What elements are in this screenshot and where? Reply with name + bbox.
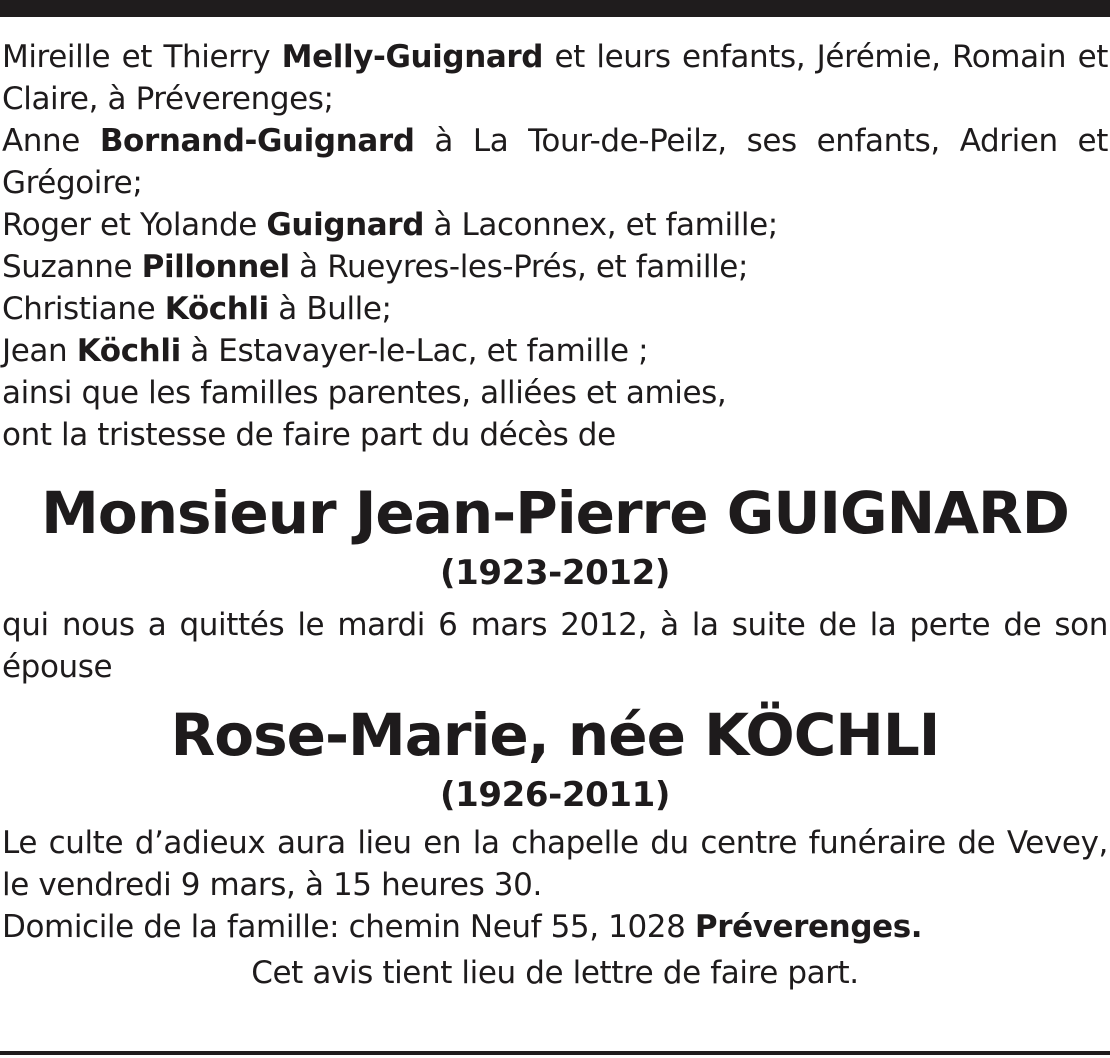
family-surname: Melly-Guignard <box>281 39 544 75</box>
family-entry-4 <box>2 246 1108 288</box>
passing-text: qui nous a quittés le mardi 6 mars 2012, à la suite de la perte de son épouse <box>2 607 1108 685</box>
family-details: à Estavayer-le-Lac, et famille ; <box>180 333 649 369</box>
family-entry-1 <box>2 36 1108 120</box>
top-rule <box>0 0 1110 17</box>
announcement-line: ont la tristesse de faire part du décès de <box>2 417 616 453</box>
family-details: à Bulle; <box>268 291 392 327</box>
family-entry-6 <box>2 330 1108 372</box>
family-surname: Bornand-Guignard <box>99 123 415 159</box>
family-details: à La Tour-de-Peilz, ses enfants, Adrien et Grégoire; <box>2 123 1108 201</box>
family-entry-5 <box>2 288 1108 330</box>
family-details: et leurs enfants, Jérémie, Romain et Claire, à Préverenges; <box>2 39 1108 117</box>
family-surname: Köchli <box>164 291 269 327</box>
relatives-line: ainsi que les familles parentes, alliées et amies, <box>2 375 727 411</box>
deceased-name: Monsieur Jean-Pierre GUIGNARD <box>41 479 1069 547</box>
service-text: Le culte d’adieux aura lieu en la chapelle du centre funéraire de Vevey, le vendredi 9 mars, à 15 heures 30. <box>2 825 1108 903</box>
closing-note: Cet avis tient lieu de lettre de faire part. <box>251 955 859 991</box>
family-given-names: Christiane <box>2 291 165 327</box>
spouse-dates: (1926-2011) <box>439 775 671 815</box>
family-given-names: Anne <box>2 123 100 159</box>
obituary-notice <box>2 36 1108 994</box>
family-surname: Pillonnel <box>141 249 290 285</box>
spouse-name: Rose-Marie, née KÖCHLI <box>170 701 940 769</box>
family-given-names: Suzanne <box>2 249 142 285</box>
family-given-names: Jean <box>2 333 77 369</box>
domicile-address: Domicile de la famille: chemin Neuf 55, 1028 <box>2 909 695 945</box>
family-surname: Köchli <box>76 333 181 369</box>
domicile-town: Préverenges. <box>694 909 923 945</box>
deceased-dates: (1923-2012) <box>439 553 671 593</box>
domicile-line <box>2 906 1108 948</box>
bottom-rule <box>0 1051 1110 1055</box>
family-given-names: Roger et Yolande <box>2 207 267 243</box>
family-details: à Laconnex, et famille; <box>424 207 778 243</box>
family-entry-2 <box>2 120 1108 204</box>
family-surname: Guignard <box>266 207 424 243</box>
family-details: à Rueyres-les-Prés, et famille; <box>289 249 749 285</box>
family-entry-3 <box>2 204 1108 246</box>
family-given-names: Mireille et Thierry <box>2 39 282 75</box>
